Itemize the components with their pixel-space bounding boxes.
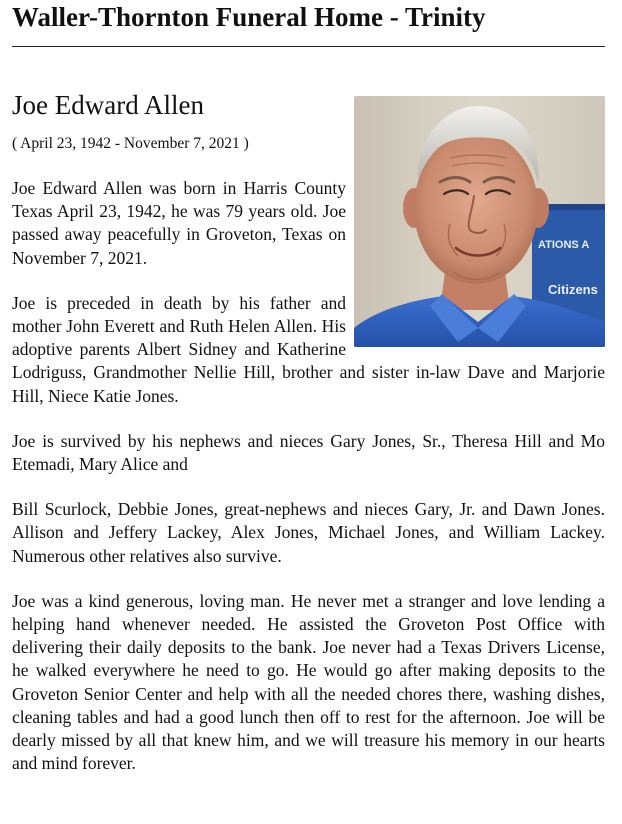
obituary-paragraph-preceded: Joe is preceded in death by his father and mother John Everett and Ruth Helen Allen. His adoptive parents Albert Sidney and Katherine Lodriguss, Grandmother Nellie Hill, brother and sister in-law Dave and Marjorie Hill, Niece Katie Jones. xyxy=(12,292,605,406)
obituary-paragraph-tribute: Joe was a kind generous, loving man. He never met a stranger and love lending a helping hand whenever needed. He assisted the Groveton Post Office with delivering their daily deposits to the bank. Joe never had a Texas Drivers License, he walked everywhere he need to go. He would go after making deposits to the Groveton Senior Center and help with all the needed chores there, washing dishes, cleaning tables and had a good lunch then off to rest for the afternoon. Joe will be dearly missed by all that knew him, and we will treasure his memory in our hearts and mind forever. xyxy=(12,590,605,774)
site-title[interactable]: Waller-Thornton Funeral Home - Trinity xyxy=(12,2,486,32)
obituary-dates: ( April 23, 1942 - November 7, 2021 ) xyxy=(12,135,249,152)
obituary-name: Joe Edward Allen xyxy=(12,90,204,120)
photo-sign-text-2: Citizens xyxy=(548,282,598,297)
obituary-photo xyxy=(354,96,605,347)
photo-sign-text-1: ATIONS A xyxy=(538,239,590,251)
obituary-paragraph-birth: Joe Edward Allen was born in Harris County Texas April 23, 1942, he was 79 years old. Joe passed away peacefully in Groveton, Texas on November 7, 2021. xyxy=(12,178,346,268)
obituary-content xyxy=(12,88,605,775)
header-divider xyxy=(12,46,605,47)
obituary-paragraph-relatives: Bill Scurlock, Debbie Jones, great-nephews and nieces Gary, Jr. and Dawn Jones. Allison and Jeffery Lackey, Alex Jones, Michael Jones, and William Lackey. Numerous other relatives also survive. xyxy=(12,499,605,566)
obituary-paragraph-survived: Joe is survived by his nephews and nieces Gary Jones, Sr., Theresa Hill and Mo Etemadi, Mary Alice and xyxy=(12,430,605,475)
